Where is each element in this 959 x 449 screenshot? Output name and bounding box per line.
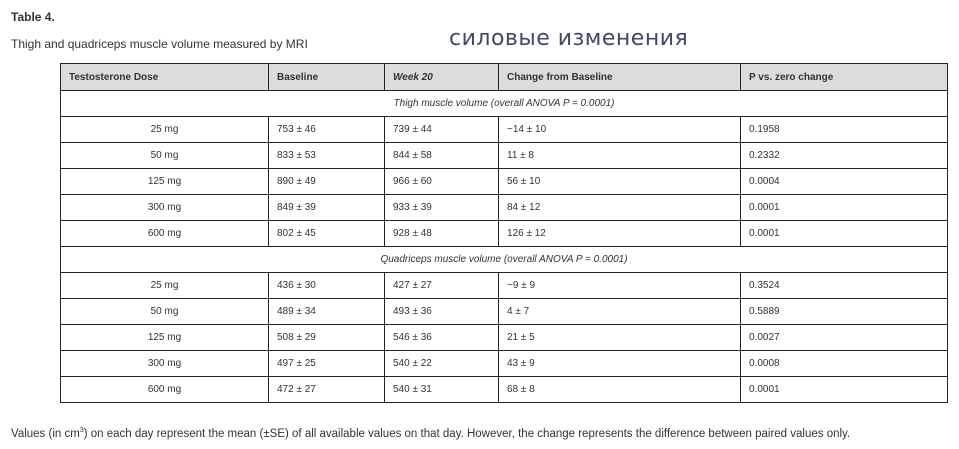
cell-p-value: 0.1958 (741, 117, 948, 143)
table-row (61, 117, 948, 143)
cell-p-value: 0.0001 (741, 377, 948, 403)
cell-dose: 25 mg (61, 273, 269, 299)
cell-week-20: 493 ± 36 (385, 299, 499, 325)
cell-baseline: 472 ± 27 (269, 377, 385, 403)
cell-change: 43 ± 9 (499, 351, 741, 377)
table-row (61, 325, 948, 351)
table-row (61, 377, 948, 403)
cell-baseline: 802 ± 45 (269, 221, 385, 247)
cell-week-20: 540 ± 31 (385, 377, 499, 403)
cell-week-20: 928 ± 48 (385, 221, 499, 247)
cell-p-value: 0.2332 (741, 143, 948, 169)
cell-week-20: 844 ± 58 (385, 143, 499, 169)
cell-change: 4 ± 7 (499, 299, 741, 325)
cell-p-value: 0.0027 (741, 325, 948, 351)
cell-baseline: 436 ± 30 (269, 273, 385, 299)
cell-p-value: 0.5889 (741, 299, 948, 325)
cell-p-value: 0.0008 (741, 351, 948, 377)
cell-p-value: 0.0001 (741, 195, 948, 221)
table-body (61, 91, 948, 403)
header-change: Change from Baseline (499, 64, 741, 91)
cell-week-20: 966 ± 60 (385, 169, 499, 195)
overlay-annotation: силовые изменения (449, 26, 689, 51)
table-row (61, 221, 948, 247)
cell-dose: 50 mg (61, 143, 269, 169)
section-title: Quadriceps muscle volume (overall ANOVA P = 0.0001) (61, 247, 948, 273)
cell-p-value: 0.0004 (741, 169, 948, 195)
table-row (61, 299, 948, 325)
cell-change: 68 ± 8 (499, 377, 741, 403)
table-row (61, 351, 948, 377)
cell-change: −9 ± 9 (499, 273, 741, 299)
cell-dose: 300 mg (61, 195, 269, 221)
cell-dose: 25 mg (61, 117, 269, 143)
cell-change: −14 ± 10 (499, 117, 741, 143)
cell-change: 11 ± 8 (499, 143, 741, 169)
cell-week-20: 546 ± 36 (385, 325, 499, 351)
cell-change: 126 ± 12 (499, 221, 741, 247)
header-row (61, 64, 948, 91)
cell-week-20: 427 ± 27 (385, 273, 499, 299)
header-week-20: Week 20 (385, 64, 499, 91)
cell-baseline: 890 ± 49 (269, 169, 385, 195)
table-row (61, 143, 948, 169)
section-title: Thigh muscle volume (overall ANOVA P = 0.0001) (61, 91, 948, 117)
table-caption: Thigh and quadriceps muscle volume measured by MRI (11, 37, 308, 51)
table-number: Table 4. (11, 10, 55, 24)
table-row (61, 169, 948, 195)
cell-baseline: 508 ± 29 (269, 325, 385, 351)
cell-p-value: 0.0001 (741, 221, 948, 247)
section-row (61, 91, 948, 117)
cell-week-20: 540 ± 22 (385, 351, 499, 377)
cell-baseline: 497 ± 25 (269, 351, 385, 377)
cell-baseline: 753 ± 46 (269, 117, 385, 143)
cell-p-value: 0.3524 (741, 273, 948, 299)
cell-change: 84 ± 12 (499, 195, 741, 221)
header-p-value: P vs. zero change (741, 64, 948, 91)
footnote-superscript: 3 (79, 427, 84, 434)
cell-baseline: 833 ± 53 (269, 143, 385, 169)
cell-change: 21 ± 5 (499, 325, 741, 351)
table-row (61, 195, 948, 221)
table-footnote (11, 427, 850, 440)
cell-dose: 50 mg (61, 299, 269, 325)
cell-dose: 300 mg (61, 351, 269, 377)
cell-baseline: 489 ± 34 (269, 299, 385, 325)
cell-dose: 600 mg (61, 377, 269, 403)
cell-week-20: 933 ± 39 (385, 195, 499, 221)
cell-change: 56 ± 10 (499, 169, 741, 195)
header-dose: Testosterone Dose (61, 64, 269, 91)
section-row (61, 247, 948, 273)
muscle-volume-table (60, 63, 948, 403)
cell-baseline: 849 ± 39 (269, 195, 385, 221)
cell-dose: 600 mg (61, 221, 269, 247)
footnote-text-start: Values (in cm (11, 427, 80, 440)
table-row (61, 273, 948, 299)
cell-week-20: 739 ± 44 (385, 117, 499, 143)
cell-dose: 125 mg (61, 169, 269, 195)
footnote-text-end: ) on each day represent the mean (±SE) of all available values on that day. However, the change represents the difference between paired values only. (83, 427, 851, 440)
header-baseline: Baseline (269, 64, 385, 91)
cell-dose: 125 mg (61, 325, 269, 351)
